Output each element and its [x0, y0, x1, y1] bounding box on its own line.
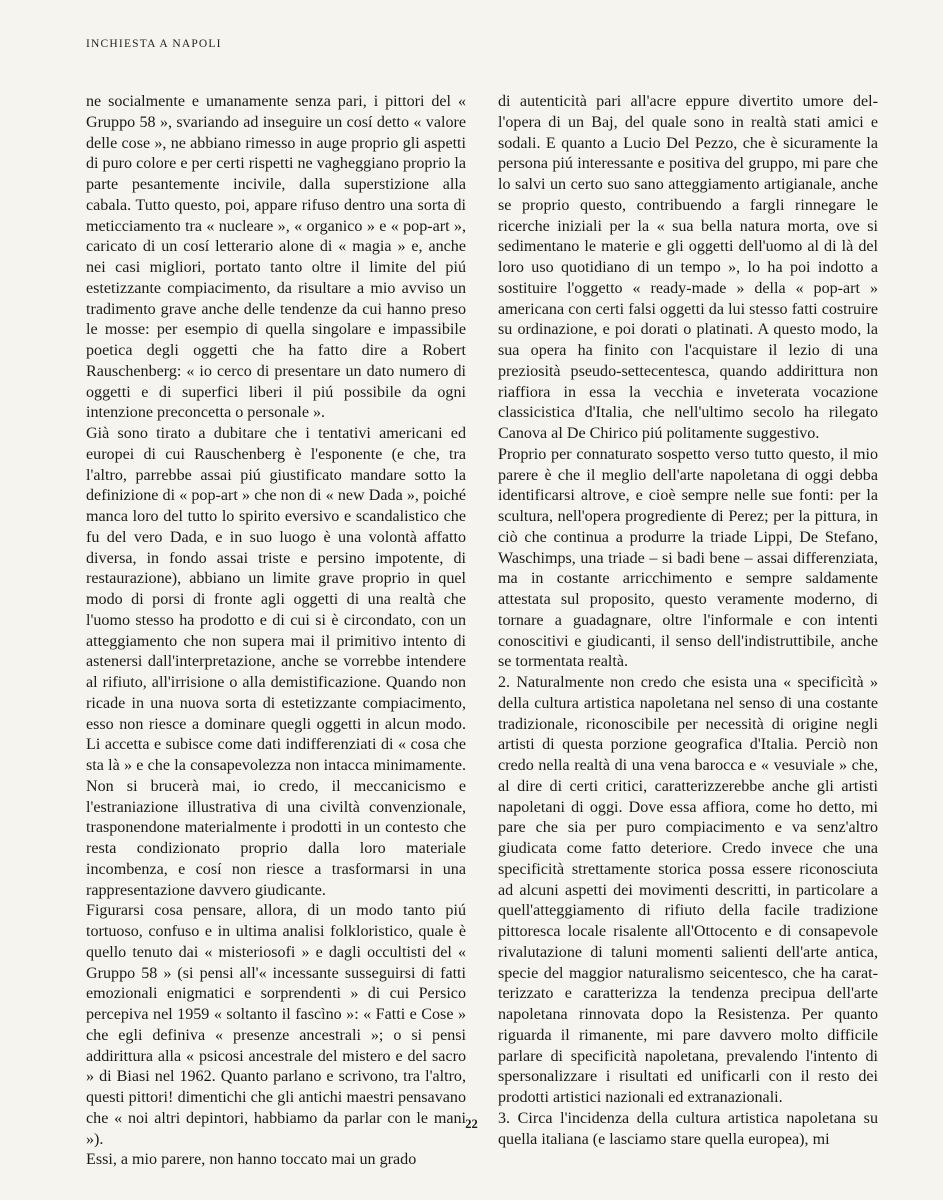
paragraph: Essi, a mio parere, non hanno toccato mai un grado [86, 1151, 417, 1169]
paragraph: di autenticità pari all'acre eppure divertito umore dell'opera di un Baj, del quale sono in realtà stati amici e sodali. E quanto a Lucio Del Pezzo, che è sicuramente la persona piú interessante e positiva del gruppo, mi pare che lo salvi un certo suo sano atteggiamento artigianale, anche se proprio questo, contribuendo a fargli rinnegare le ricerche iniziali per la « sua bella natura morta, ove si sedimentano le materie e gli oggetti dell'uomo al di là del loro uso quotidiano di un tempo », lo ha poi indotto a sostituire l'oggetto « ready-made » della « pop-art » americana con certi falsi oggetti da lui stesso fatti costruire su ordinazione, e poi dorati o platinati. A questo modo, la sua opera ha finito con l'acquistare il lezio di una preziosità pseudo-settecentesca, quando addirittura non riaffiora in essa la vecchia e inveterata vocazione classicistica d'Italia, che nell'ultimo secolo ha rilegato Canova al De Chirico piú politamente suggestivo. [498, 93, 878, 442]
paragraph: Già sono tirato a dubitare che i tentativi americani ed europei di cui Rauschenberg è l'esponente (e che, tra l'altro, parrebbe assai piú giustificato mandare sotto la definizione di « pop-art » che non di « new Dada », poiché manca loro del tutto lo spirito eversivo e scandalistico che fu del vero Dada, e in suo luogo è una volontà affatto diversa, in fondo assai triste e persino impotente, di restaurazione), abbiano un limite grave proprio in quel modo di porsi di fronte agli oggetti di una realtà che l'uomo stesso ha prodotto e di cui si è circondato, con un atteggiamento che non supera mai il primitivo intento di astenersi dall'interpretazione, anche se vorrebbe intendere al rifiuto, all'irrisione o alla demistificazione. Quando non ricade in una nuova sorta di estetizzante compiacimento, esso non riesce a dominare quegli oggetti in alcun modo. Li accetta e subisce come dati indifferenziati di « cosa che sta là » e che la consapevolezza non intacca minimamente. Non si brucerà mai, io credo, il meccanicismo e l'estraniazione illustrativa di una civiltà convenzionale, trasponendone materialmente i prodotti in un contesto che resta condizionato proprio dalla loro materiale incombenza, e cosí non riesce a trasformarsi in una rappresentazione davvero giudicante. [86, 425, 466, 899]
paragraph: Proprio per connaturato sospetto verso tutto questo, il mio parere è che il meglio dell'arte napoletana di oggi debba identificarsi altrove, e cioè sempre nelle sue fonti: per la scultura, nell'opera progrediente di Perez; per la pittura, in ciò che continua a produrre la triade Lippi, De Stefano, Waschimps, una triade – si badi bene – assai differenziata, ma in costante arricchimento e sempre saldamente attestata sul proposito, questo veramente moderno, di tornare a guadagnare, oltre l'informale e con intenti conoscitivi e giudicanti, il senso dell'indistruttibile, anche se tormentata realtà. [498, 445, 878, 671]
page-number: 22 [465, 1117, 478, 1131]
right-column [498, 92, 878, 1171]
paragraph: 3. Circa l'incidenza della cultura artistica napoletana su quella italiana (e lasciamo stare quella europea), mi [498, 1109, 878, 1148]
text-columns [86, 92, 878, 1171]
paragraph: ne socialmente e umanamente senza pari, i pittori del « Gruppo 58 », svariando ad inseguire un cosí detto « valore delle cose », ne abbiano rimesso in auge proprio gli aspetti di puro colore e per certi rispetti ne vagheggiano proprio la parte pesantemente incivile, dalla superstizione alla cabala. Tutto questo, poi, appare rifuso dentro una sorta di meticciamento tra « nucleare », « organico » e « pop-art », caricato di un cosí letterario alone di « magia » e, anche nei casi migliori, portato tanto oltre il limite del piú estetizzante compiacimento, da risultare a mio avviso un tradimento grave anche delle tendenze da cui hanno preso le mosse: per esempio di quella singolare e impassibile poetica degli oggetti che ha fatto dire a Robert Rauschenberg: « io cerco di presentare un dato numero di oggetti e di superfici liberi il piú possibile da ogni intenzione preconcetta o personale ». [86, 93, 466, 422]
paragraph: Figurarsi cosa pensare, allora, di un modo tanto piú tortuoso, confuso e in ultima analisi folkloristico, quale è quello tenuto dai « misteriosofi » e dagli occultisti del « Gruppo 58 » (si pensi all'« incessante susseguirsi di fatti emozionali enigmatici e sorprendenti » di cui Persico percepiva nel 1959 « soltanto il fascìno »: « Fatti e Cose » che egli definiva « presenze ancestrali »; o si pensi addirittura alla « psicosi ancestrale del mistero e del sacro » di Biasi nel 1962. Quanto parlano e scrivono, tra l'altro, questi pittori! dimentichi che gli antichi maestri pensavano che « noi altri depintori, habbiamo da parlar con le mani »). [86, 902, 466, 1148]
left-column [86, 92, 466, 1171]
paragraph: 2. Naturalmente non credo che esista una « specificìtà » della cultura artistica napoletana nel senso di una costante tradizionale, riconoscibile per necessità di origine negli artisti di questa porzione geografica d'Italia. Perciò non credo nella realtà di una vena barocca e « vesuviale » che, al dire di certi critici, caratterizzerebbe anche gli artisti napoletani di oggi. Dove essa affiora, come ho detto, mi pare che sia per puro compiacimento e va senz'altro giudicata come fatto deteriore. Credo invece che una specificità strettamente storica possa essere riconosciuta ad alcuni aspetti dei movimenti descritti, in particolare a quell'atteggiamento di rifiuto della facile tradizione pittoresca locale risalente all'Ottocento e di consapevole rivalutazione di taluni momenti salienti dell'arte antica, specie del maggior naturalismo seicentesco, che ha caratterizzato e caratterizza la tendenza precipua dell'arte napoletana rinnovata dopo la Resistenza. Per quanto riguarda il rimanente, mi pare davvero molto difficile parlare di specificità napoletana, prevalendo l'intento di spersonalizzare i risultati ed unificarli con il resto dei prodotti artistici nazionali ed extranazionali. [498, 674, 878, 1106]
running-head: INCHIESTA A NAPOLI [86, 38, 222, 50]
